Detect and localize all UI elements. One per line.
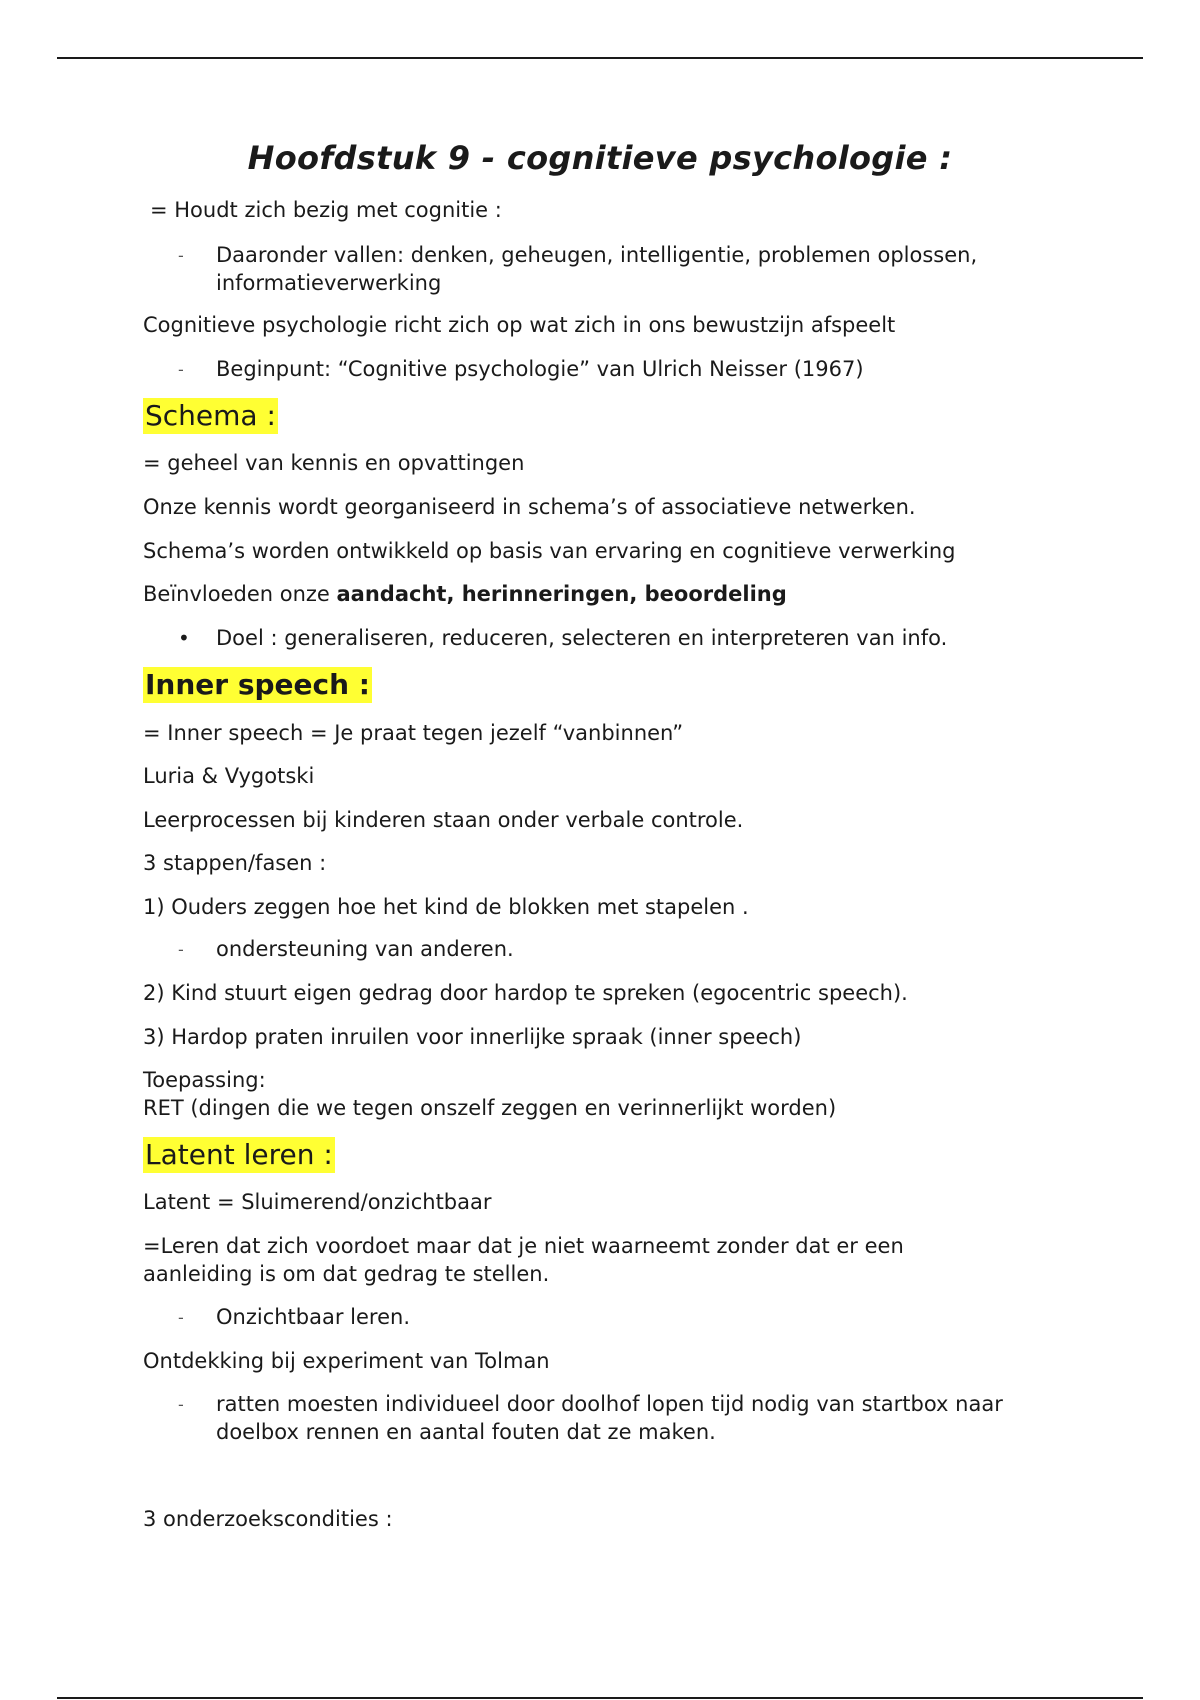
inner-speech-step1-bullet: ondersteuning van anderen. — [216, 937, 514, 961]
latent-bullet2a: ratten moesten individueel door doolhof lopen tijd nodig van startbox naar — [216, 1392, 1003, 1416]
latent-bullet2b: doelbox rennen en aantal fouten dat ze maken. — [216, 1420, 716, 1444]
schema-line1: Onze kennis wordt georganiseerd in schema’s of associatieve netwerken. — [143, 495, 916, 519]
schema-definition: = geheel van kennis en opvattingen — [143, 451, 525, 475]
latent-bullet1: Onzichtbaar leren. — [216, 1305, 410, 1329]
bottom-rule — [57, 1697, 1143, 1699]
inner-speech-definition: = Inner speech = Je praat tegen jezelf “vanbinnen” — [143, 721, 684, 745]
intro-definition: = Houdt zich bezig met cognitie : — [150, 198, 502, 222]
intro-bullet2: Beginpunt: “Cognitive psychologie” van Ulrich Neisser (1967) — [216, 357, 864, 381]
schema-line2: Schema’s worden ontwikkeld op basis van ervaring en cognitieve verwerking — [143, 539, 956, 563]
schema-influence-bold: aandacht, herinneringen, beoordeling — [336, 582, 787, 606]
page-title: Hoofdstuk 9 - cognitieve psychologie : — [247, 139, 953, 177]
bullet-dash: - — [178, 246, 184, 265]
inner-speech-steps-label: 3 stappen/fasen : — [143, 851, 327, 875]
bullet-dash: - — [178, 1395, 184, 1414]
schema-heading: Schema : — [145, 399, 276, 432]
bullet-dash: - — [178, 940, 184, 959]
schema-influence — [143, 580, 787, 608]
schema-influence-prefix: Beïnvloeden onze — [143, 582, 337, 606]
inner-speech-step3: 3) Hardop praten inruilen voor innerlijke spraak (inner speech) — [143, 1025, 802, 1049]
latent-line1b: aanleiding is om dat gedrag te stellen. — [143, 1262, 550, 1286]
inner-speech-line1: Leerprocessen bij kinderen staan onder verbale controle. — [143, 808, 744, 832]
latent-definition: Latent = Sluimerend/onzichtbaar — [143, 1190, 492, 1214]
inner-speech-authors: Luria & Vygotski — [143, 764, 315, 788]
bullet-dash: - — [178, 360, 184, 379]
top-rule — [57, 57, 1143, 59]
inner-speech-application: RET (dingen die we tegen onszelf zeggen en verinnerlijkt worden) — [143, 1096, 837, 1120]
inner-speech-step2: 2) Kind stuurt eigen gedrag door hardop te spreken (egocentric speech). — [143, 981, 908, 1005]
latent-line1a: =Leren dat zich voordoet maar dat je niet waarneemt zonder dat er een — [143, 1234, 904, 1258]
latent-conditions: 3 onderzoekscondities : — [143, 1507, 393, 1531]
inner-speech-application-label: Toepassing: — [143, 1068, 266, 1092]
schema-bullet-goal: Doel : generaliseren, reduceren, selecteren en interpreteren van info. — [216, 626, 948, 650]
latent-discovery: Ontdekking bij experiment van Tolman — [143, 1349, 550, 1373]
bullet-dash: - — [178, 1308, 184, 1327]
bullet-dot: • — [178, 626, 190, 650]
latent-heading: Latent leren : — [145, 1138, 333, 1171]
intro-bullet1-line2: informatieverwerking — [216, 271, 442, 295]
intro-focus: Cognitieve psychologie richt zich op wat zich in ons bewustzijn afspeelt — [143, 313, 896, 337]
intro-bullet1-line1: Daaronder vallen: denken, geheugen, intelligentie, problemen oplossen, — [216, 243, 978, 267]
inner-speech-heading: Inner speech : — [145, 668, 370, 701]
inner-speech-step1: 1) Ouders zeggen hoe het kind de blokken met stapelen . — [143, 895, 749, 919]
